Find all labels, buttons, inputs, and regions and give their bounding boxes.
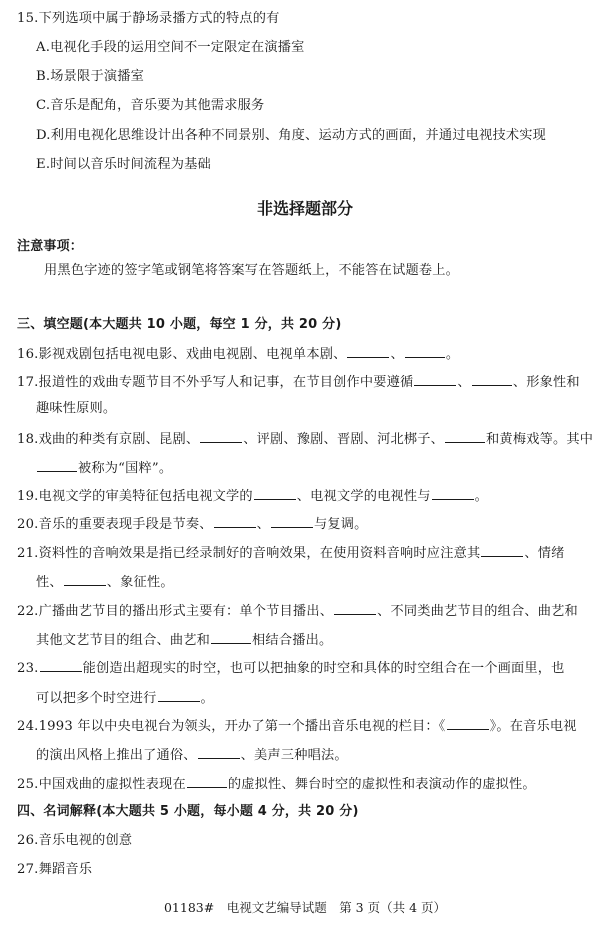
question-25: 25.中国戏曲的虚拟性表现在 的虚拟性、舞台时空的虚拟性和表演动作的虚拟性。 xyxy=(17,774,536,794)
question-16: 16.影视戏剧包括电视电影、戏曲电视剧、电视单本剧、 、 。 xyxy=(17,344,459,364)
section-title: 非选择题部分 xyxy=(256,199,353,218)
part4-title: 四、名词解释(本大题共 5 小题，每小题 4 分，共 20 分) xyxy=(17,804,359,819)
question-23: 23. 能创造出超现实的时空，也可以把抽象的时空和具体的时空组合在一个画面里，也 xyxy=(17,658,565,678)
answer-blank xyxy=(198,745,240,759)
question-23-continued: 可以把多个时空进行 。 xyxy=(36,688,214,708)
answer-blank xyxy=(158,688,200,702)
answer-blank xyxy=(405,344,445,358)
answer-blank xyxy=(481,543,523,557)
answer-blank xyxy=(254,486,296,500)
question-19: 19.电视文学的审美特征包括电视文学的 、电视文学的电视性与 。 xyxy=(17,486,488,506)
question-15-stem: 15.下列选项中属于静场录播方式的特点的有 xyxy=(17,11,280,26)
answer-blank xyxy=(214,514,256,528)
answer-blank xyxy=(447,716,489,730)
option-d: D.利用电视化思维设计出各种不同景别、角度、运动方式的画面，并通过电视技术实现 xyxy=(36,128,547,143)
question-26: 26.音乐电视的创意 xyxy=(17,833,133,848)
answer-blank xyxy=(334,601,376,615)
answer-blank xyxy=(432,486,474,500)
page-footer: 01183# 电视文艺编导试题 第 3 页（共 4 页） xyxy=(163,900,447,915)
question-18-continued: 被称为“国粹”。 xyxy=(36,458,172,478)
answer-blank xyxy=(64,572,106,586)
question-24-continued: 的演出风格上推出了通俗、 、美声三种唱法。 xyxy=(36,745,348,765)
question-22: 22.广播曲艺节目的播出形式主要有：单个节目播出、 、不同类曲艺节目的组合、曲艺和 xyxy=(17,601,578,621)
notice-text: 用黑色字迹的签字笔或钢笔将答案写在答题纸上，不能答在试题卷上。 xyxy=(44,263,460,278)
question-27: 27.舞蹈音乐 xyxy=(17,862,93,877)
question-24: 24.1993 年以中央电视台为领头，开办了第一个播出音乐电视的栏目：《 》。在音乐电视 xyxy=(17,716,577,736)
question-21-continued: 性、 、象征性。 xyxy=(36,572,174,592)
answer-blank xyxy=(347,344,389,358)
question-21: 21.资料性的音响效果是指已经录制好的音响效果，在使用资料音响时应注意其 、情绪 xyxy=(17,543,565,563)
answer-blank xyxy=(211,630,251,644)
answer-blank xyxy=(37,458,77,472)
question-22-continued: 其他文艺节目的组合、曲艺和 相结合播出。 xyxy=(36,630,332,650)
option-c: C.音乐是配角，音乐要为其他需求服务 xyxy=(36,98,265,113)
answer-blank xyxy=(271,514,313,528)
answer-blank xyxy=(445,429,485,443)
option-b: B.场景限于演播室 xyxy=(36,69,144,84)
part3-title: 三、填空题(本大题共 10 小题，每空 1 分，共 20 分) xyxy=(17,317,342,332)
question-17: 17.报道性的戏曲专题节目不外乎写人和记事，在节目创作中要遵循 、 、形象性和 xyxy=(17,372,580,392)
answer-blank xyxy=(472,372,512,386)
notice-title: 注意事项： xyxy=(17,239,84,254)
option-e: E.时间以音乐时间流程为基础 xyxy=(36,157,211,172)
question-17-continued: 趣味性原则。 xyxy=(36,401,117,416)
answer-blank xyxy=(40,658,82,672)
question-18: 18.戏曲的种类有京剧、昆剧、 、评剧、豫剧、晋剧、河北梆子、 和黄梅戏等。其中 xyxy=(17,429,593,449)
answer-blank xyxy=(187,774,227,788)
answer-blank xyxy=(200,429,242,443)
option-a: A.电视化手段的运用空间不一定限定在演播室 xyxy=(36,40,305,55)
answer-blank xyxy=(414,372,456,386)
question-20: 20.音乐的重要表现手段是节奏、 、 与复调。 xyxy=(17,514,368,534)
